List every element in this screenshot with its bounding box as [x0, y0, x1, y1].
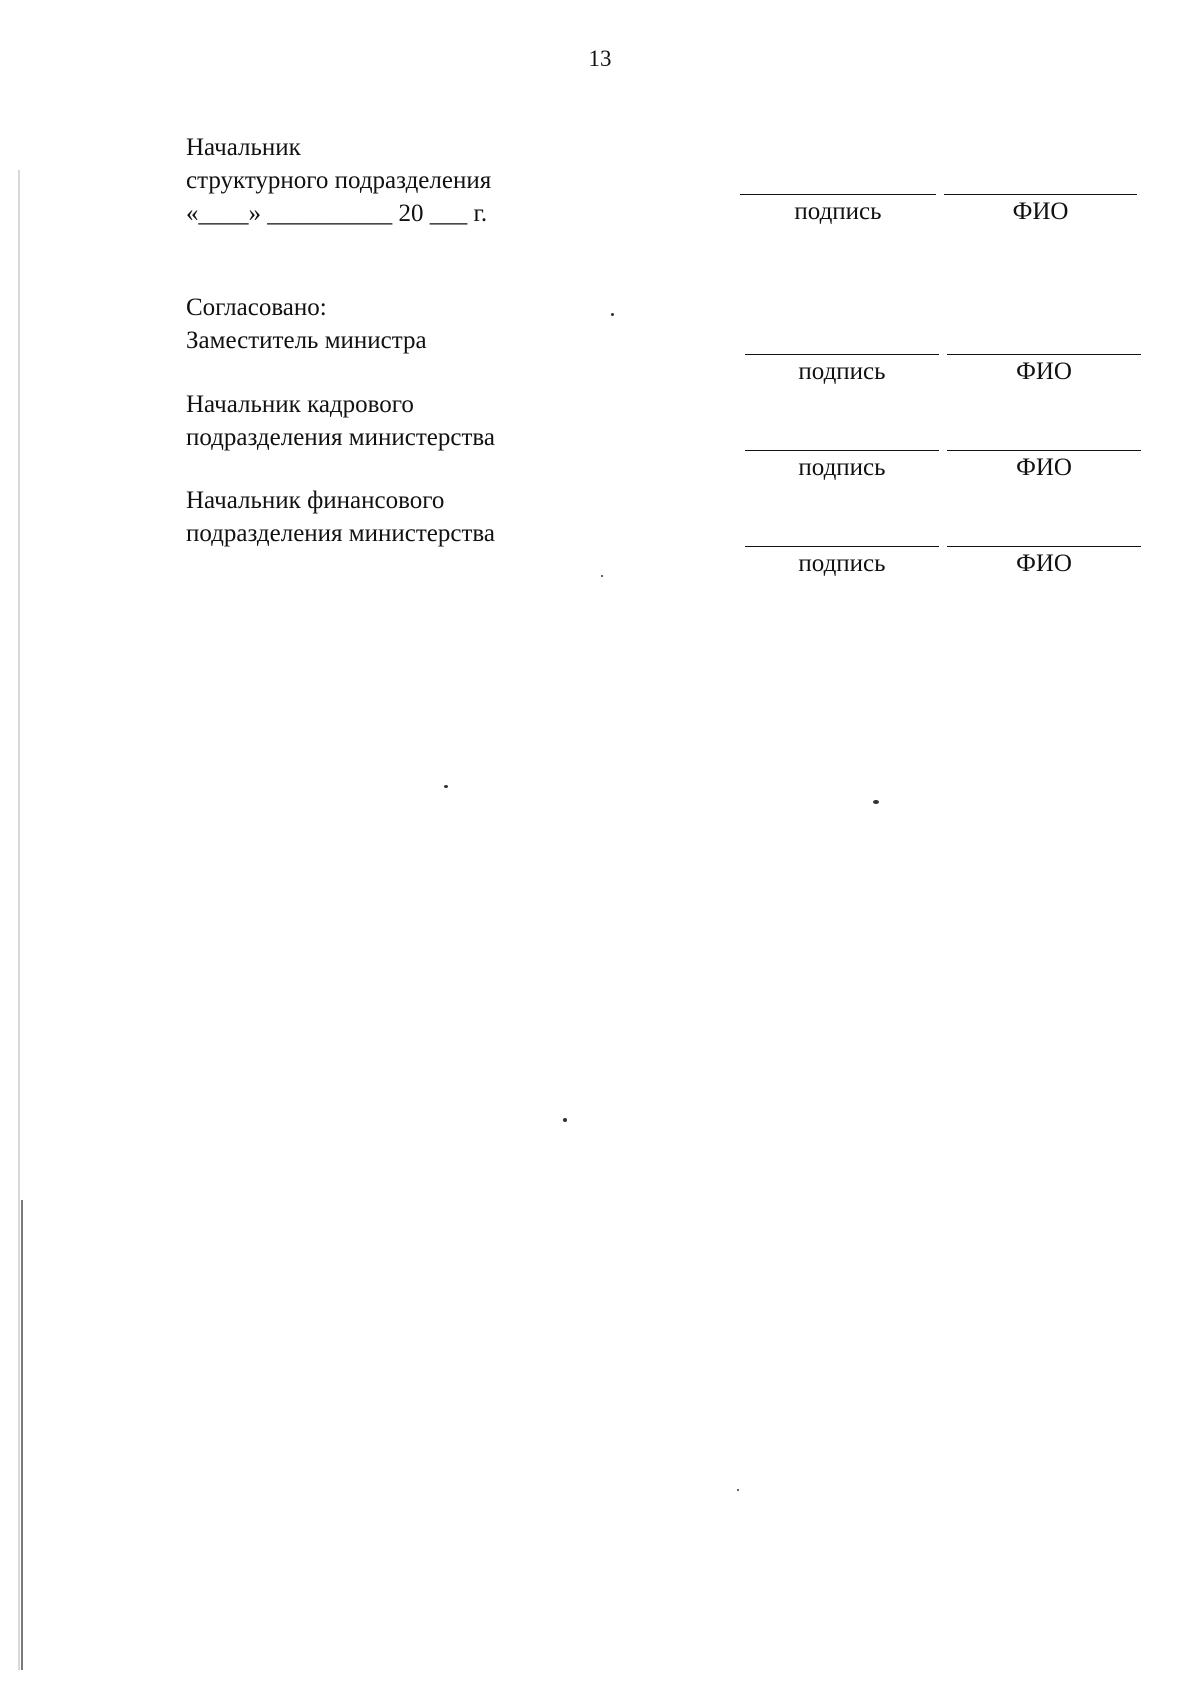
head-of-unit-block — [186, 131, 491, 230]
head-title-line: Начальник — [186, 134, 301, 161]
date-line: «____» __________ 20 ___ г. — [186, 200, 488, 227]
name-caption: ФИО — [1016, 550, 1072, 577]
name-caption: ФИО — [1016, 454, 1072, 481]
signature-caption: подпись — [794, 198, 882, 225]
signature-line — [740, 194, 936, 195]
finance-head-block — [186, 484, 495, 550]
signature-line — [745, 546, 939, 547]
name-line — [944, 194, 1137, 195]
name-line — [947, 450, 1141, 451]
signatory-title-line: подразделения министерства — [186, 424, 495, 451]
name-line — [947, 354, 1141, 355]
signature-caption: подпись — [798, 550, 886, 577]
scan-speck — [444, 785, 448, 788]
signatory-title-line: подразделения министерства — [186, 520, 495, 547]
signature-caption: подпись — [798, 358, 886, 385]
deputy-minister-block — [186, 324, 427, 357]
name-caption: ФИО — [1016, 358, 1072, 385]
scan-edge-mark — [18, 170, 20, 1670]
signature-line — [745, 450, 939, 451]
signatory-title-line: Начальник финансового — [186, 487, 445, 514]
hr-head-block — [186, 388, 495, 454]
agreed-label: Согласовано: — [186, 294, 327, 321]
name-caption: ФИО — [1012, 198, 1069, 225]
signature-line — [745, 354, 939, 355]
page-number: 13 — [588, 46, 612, 71]
signatory-title-line: Заместитель министра — [186, 327, 427, 354]
signature-caption: подпись — [798, 454, 886, 481]
scan-speck — [737, 1489, 739, 1491]
head-title-line: структурного подразделения — [186, 167, 492, 194]
scan-speck — [611, 313, 614, 316]
scan-speck — [601, 575, 603, 577]
scan-speck — [873, 800, 879, 804]
scan-edge-mark — [21, 1200, 23, 1670]
name-line — [947, 546, 1141, 547]
signatory-title-line: Начальник кадрового — [186, 391, 414, 418]
scan-speck — [563, 1118, 567, 1122]
